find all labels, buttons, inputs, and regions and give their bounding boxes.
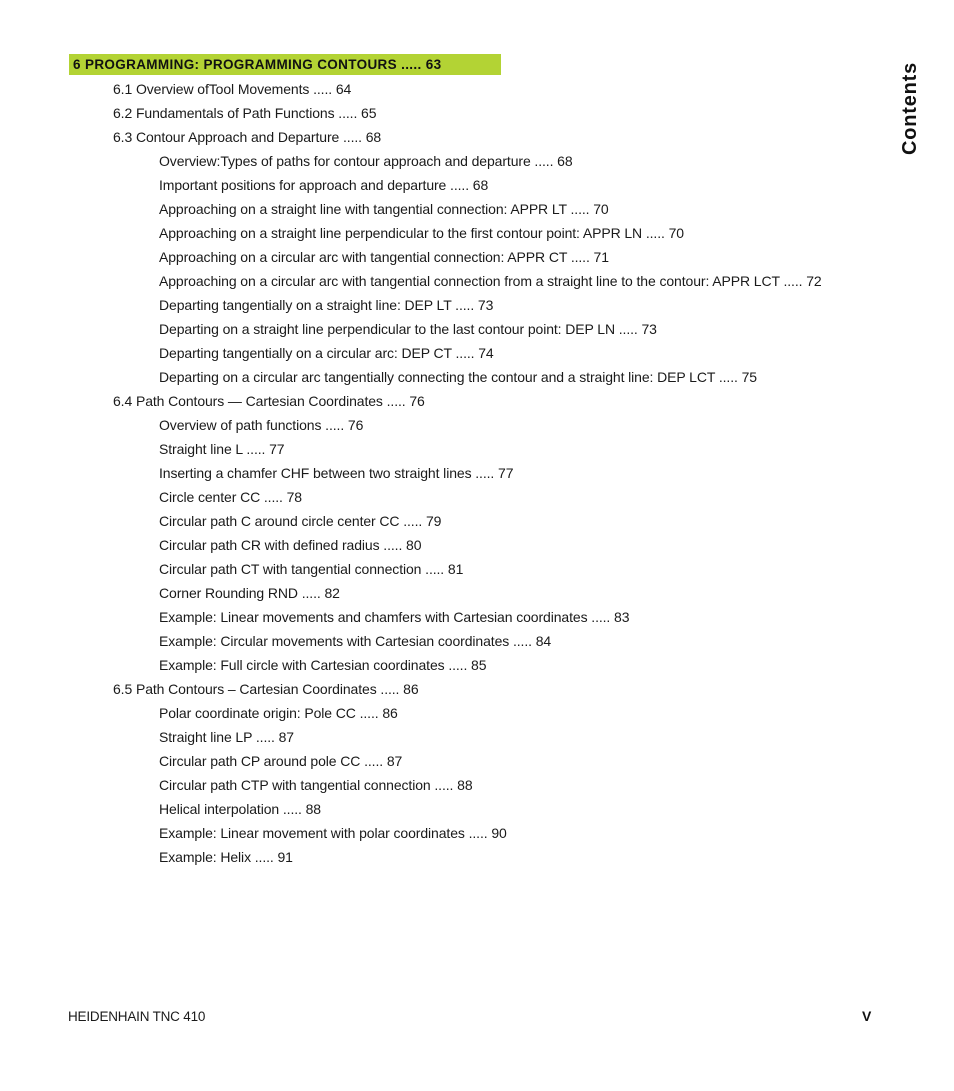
toc-subsection-entry[interactable]: Corner Rounding RND ..... 82 (159, 585, 340, 601)
toc-subsection-entry[interactable]: Example: Circular movements with Cartesian coordinates ..... 84 (159, 633, 552, 649)
contents-side-label: Contents (899, 61, 921, 155)
chapter-heading[interactable]: 6 PROGRAMMING: PROGRAMMING CONTOURS ..... 63 (69, 54, 501, 75)
toc-subsection-entry[interactable]: Overview of path functions ..... 76 (159, 417, 364, 433)
toc-subsection-entry[interactable]: Straight line LP ..... 87 (159, 729, 294, 745)
toc-subsection-entry[interactable]: Polar coordinate origin: Pole CC ..... 86 (159, 705, 398, 721)
toc-section-entry[interactable]: 6.2 Fundamentals of Path Functions ..... 65 (113, 105, 377, 121)
toc-subsection-entry[interactable]: Circular path CR with defined radius ..... 80 (159, 537, 422, 553)
toc-subsection-entry[interactable]: Departing tangentially on a circular arc: DEP CT ..... 74 (159, 345, 494, 361)
toc-list (0, 79, 822, 871)
toc-subsection-entry[interactable]: Circle center CC ..... 78 (159, 489, 302, 505)
toc-subsection-entry[interactable]: Circular path C around circle center CC ..... 79 (159, 513, 442, 529)
footer-page-number: V (862, 1008, 872, 1024)
toc-subsection-entry[interactable]: Departing on a straight line perpendicular to the last contour point: DEP LN ..... 73 (159, 321, 657, 337)
toc-subsection-entry[interactable]: Approaching on a straight line with tangential connection: APPR LT ..... 70 (159, 201, 609, 217)
toc-subsection-entry[interactable]: Departing tangentially on a straight line: DEP LT ..... 73 (159, 297, 494, 313)
toc-subsection-entry[interactable]: Example: Linear movement with polar coordinates ..... 90 (159, 825, 507, 841)
toc-subsection-entry[interactable]: Approaching on a circular arc with tangential connection: APPR CT ..... 71 (159, 249, 609, 265)
toc-subsection-entry[interactable]: Important positions for approach and departure ..... 68 (159, 177, 489, 193)
toc-subsection-entry[interactable]: Straight line L ..... 77 (159, 441, 285, 457)
toc-section-entry[interactable]: 6.3 Contour Approach and Departure ..... 68 (113, 129, 382, 145)
toc-section-entry[interactable]: 6.1 Overview ofTool Movements ..... 64 (113, 81, 352, 97)
toc-subsection-entry[interactable]: Circular path CT with tangential connection ..... 81 (159, 561, 464, 577)
toc-subsection-entry[interactable]: Example: Full circle with Cartesian coordinates ..... 85 (159, 657, 487, 673)
toc-subsection-entry[interactable]: Approaching on a circular arc with tangential connection from a straight line to the contour: APPR LCT ..... 72 (159, 273, 822, 289)
toc-subsection-entry[interactable]: Departing on a circular arc tangentially connecting the contour and a straight line: DEP LCT ..... 75 (159, 369, 757, 385)
toc-subsection-entry[interactable]: Overview:Types of paths for contour approach and departure ..... 68 (159, 153, 573, 169)
toc-subsection-entry[interactable]: Approaching on a straight line perpendicular to the first contour point: APPR LN ..... 70 (159, 225, 684, 241)
toc-section-entry[interactable]: 6.5 Path Contours – Cartesian Coordinates ..... 86 (113, 681, 419, 697)
toc-subsection-entry[interactable]: Example: Helix ..... 91 (159, 849, 293, 865)
toc-subsection-entry[interactable]: Circular path CTP with tangential connection ..... 88 (159, 777, 473, 793)
footer-product-name: HEIDENHAIN TNC 410 (68, 1009, 206, 1024)
toc-subsection-entry[interactable]: Example: Linear movements and chamfers with Cartesian coordinates ..... 83 (159, 609, 630, 625)
toc-subsection-entry[interactable]: Helical interpolation ..... 88 (159, 801, 321, 817)
toc-section-entry[interactable]: 6.4 Path Contours — Cartesian Coordinates ..... 76 (113, 393, 425, 409)
toc-subsection-entry[interactable]: Circular path CP around pole CC ..... 87 (159, 753, 403, 769)
toc-subsection-entry[interactable]: Inserting a chamfer CHF between two straight lines ..... 77 (159, 465, 514, 481)
